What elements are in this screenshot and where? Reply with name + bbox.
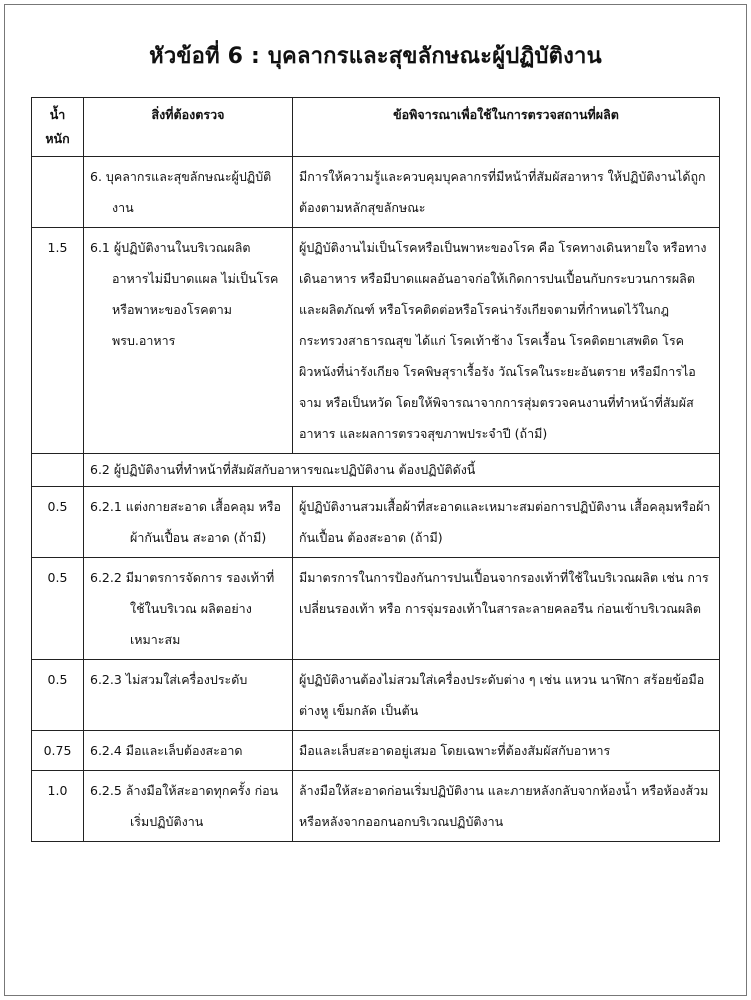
row-item [84,731,293,771]
row-item [84,228,293,454]
row-criteria: มือและเล็บสะอาดอยู่เสมอ โดยเฉพาะที่ต้องสัมผัสกับอาหาร [293,731,720,771]
table-row [32,731,720,771]
row-weight: 0.75 [32,731,84,771]
row-weight [32,157,84,228]
table-row [32,487,720,558]
table-header-row [32,98,720,157]
row-item-text: 6.2.5 ล้างมือให้สะอาดทุกครั้ง ก่อนเริ่มปฏิบัติงาน [90,783,279,829]
header-item: สิ่งที่ต้องตรวจ [84,98,293,157]
row-criteria: ผู้ปฏิบัติงานสวมเสื้อผ้าที่สะอาดและเหมาะสมต่อการปฏิบัติงาน เสื้อคลุมหรือผ้ากันเปื้อน ต้องสะอาด (ถ้ามี) [293,487,720,558]
row-weight: 1.5 [32,228,84,454]
row-criteria: มีมาตรการในการป้องกันการปนเปื้อนจากรองเท้าที่ใช้ในบริเวณผลิต เช่น การเปลี่ยนรองเท้า หรือ การจุ่มรองเท้าในสารละลายคลอรีน ก่อนเข้าบริเวณผลิต [293,558,720,660]
row-item-text: 6.2.1 แต่งกายสะอาด เสื้อคลุม หรือผ้ากันเปื้อน สะอาด (ถ้ามี) [90,499,282,545]
header-criteria: ข้อพิจารณาเพื่อใช้ในการตรวจสถานที่ผลิต [293,98,720,157]
row-criteria: ผู้ปฏิบัติงานต้องไม่สวมใส่เครื่องประดับต่าง ๆ เช่น แหวน นาฬิกา สร้อยข้อมือ ต่างหู เข็มกลัด เป็นต้น [293,660,720,731]
table-row [32,771,720,842]
row-item [84,487,293,558]
row-weight: 0.5 [32,660,84,731]
inspection-table [31,97,720,842]
row-weight: 1.0 [32,771,84,842]
row-item-text: 6. บุคลากรและสุขลักษณะผู้ปฏิบัติงาน [90,169,272,215]
row-item [84,558,293,660]
row-criteria: มีการให้ความรู้และควบคุมบุคลากรที่มีหน้าที่สัมผัสอาหาร ให้ปฏิบัติงานได้ถูกต้องตามหลักสุขลักษณะ [293,157,720,228]
row-item-text: 6.2.4 มือและเล็บต้องสะอาด [90,743,243,758]
table-row [32,157,720,228]
page-title: หัวข้อที่ 6 : บุคลากรและสุขลักษณะผู้ปฏิบัติงาน [149,44,602,69]
table-row [32,228,720,454]
row-item-text: 6.2.3 ไม่สวมใส่เครื่องประดับ [90,672,248,687]
row-item [84,157,293,228]
row-item-text: 6.1 ผู้ปฏิบัติงานในบริเวณผลิต อาหารไม่มีบาดแผล ไม่เป็นโรคหรือพาหะของโรคตาม พรบ.อาหาร [90,240,279,348]
row-weight: 0.5 [32,558,84,660]
row-weight: 0.5 [32,487,84,558]
row-item [84,660,293,731]
row-criteria: ล้างมือให้สะอาดก่อนเริ่มปฏิบัติงาน และภายหลังกลับจากห้องน้ำ หรือห้องส้วม หรือหลังจากออกนอกบริเวณปฏิบัติงาน [293,771,720,842]
section-row-text: 6.2 ผู้ปฏิบัติงานที่ทำหน้าที่สัมผัสกับอาหารขณะปฏิบัติงาน ต้องปฏิบัติดังนี้ [84,454,720,487]
row-criteria: ผู้ปฏิบัติงานไม่เป็นโรคหรือเป็นพาหะของโรค คือ โรคทางเดินหายใจ หรือทางเดินอาหาร หรือมีบาดแผลอันอาจก่อให้เกิดการปนเปื้อนกับกระบวนการผลิตและผลิตภัณฑ์ หรือโรคติดต่อหรือโรคน่ารังเกียจตามที่กำหนดไว้ในกฎกระทรวงสาธารณสุข ได้แก่ โรคเท้าช้าง โรคเรื้อน โรคติดยาเสพติด โรคผิวหนังที่น่ารังเกียจ โรคพิษสุราเรื้อรัง วัณโรคในระยะอันตราย หรือมีการไอ จาม หรือเป็นหวัด โดยให้พิจารณาจากการสุ่มตรวจคนงานที่ทำหน้าที่สัมผัสอาหาร และผลการตรวจสุขภาพประจำปี (ถ้ามี) [293,228,720,454]
header-weight: น้ำหนัก [32,98,84,157]
row-item [84,771,293,842]
row-item-text: 6.2.2 มีมาตรการจัดการ รองเท้าที่ใช้ในบริเวณ ผลิตอย่างเหมาะสม [90,570,275,647]
table-row [32,660,720,731]
table-row [32,558,720,660]
section-weight-empty [32,454,84,487]
section-row [32,454,720,487]
